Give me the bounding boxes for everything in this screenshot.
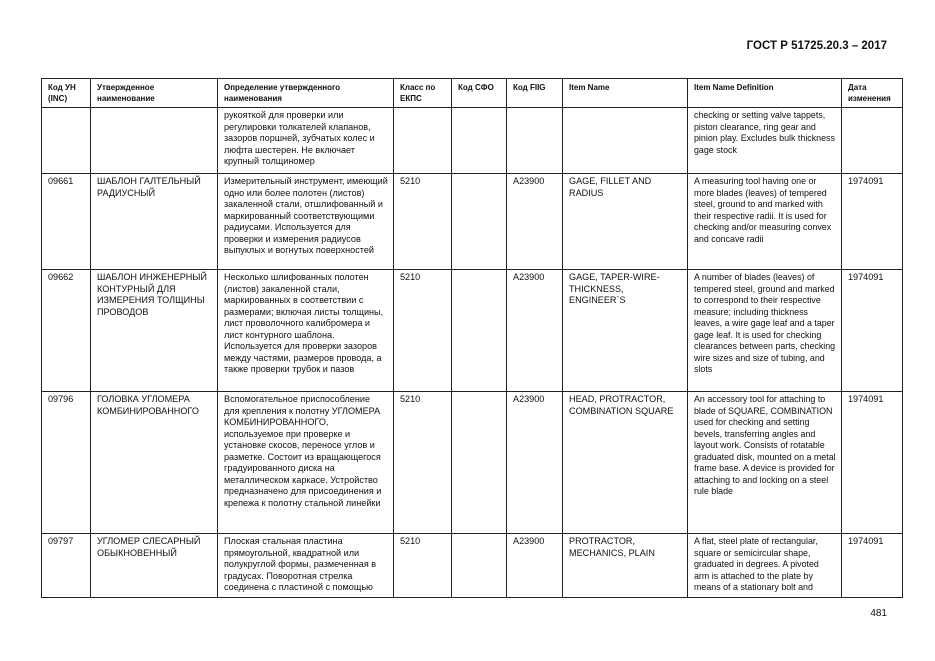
cell-item-name: PROTRACTOR, MECHANICS, PLAIN	[563, 534, 688, 598]
classification-table	[41, 78, 903, 598]
cell-change-date	[842, 108, 903, 174]
cell-fsc-class: 5210	[394, 392, 452, 534]
cell-change-date: 1974091	[842, 270, 903, 392]
header-definition-ru: Определение утвержденного наименования	[218, 79, 394, 108]
document-number: ГОСТ Р 51725.20.3 – 2017	[746, 40, 887, 52]
cell-item-name: HEAD, PROTRACTOR, COMBINATION SQUARE	[563, 392, 688, 534]
header-inc: Код УН (INC)	[42, 79, 91, 108]
cell-item-name: GAGE, TAPER-WIRE-THICKNESS, ENGINEER`S	[563, 270, 688, 392]
header-change-date: Дата изменения	[842, 79, 903, 108]
cell-item-name-definition: An accessory tool for attaching to blade of SQUARE, COMBINATION used for checking and setting bevels, transferring angles and layout work. Consists of rotatable graduated disk, mounted on a metal frame base. A device is provided for attaching to and locking on a steel rule blade	[688, 392, 842, 534]
cell-sfo-code	[452, 534, 507, 598]
cell-inc: 09662	[42, 270, 91, 392]
table-row	[42, 392, 903, 534]
cell-sfo-code	[452, 392, 507, 534]
cell-item-name-definition: A number of blades (leaves) of tempered steel, ground and marked to correspond to their respective measure; including thickness leaves, a wire gage leaf and a taper gage leaf. It is used for checking clearances between parts, checking wire sizes and size of tubing, and slots	[688, 270, 842, 392]
cell-definition-ru: Несколько шлифованных полотен (листов) закаленной стали, маркированных в соответствии с размерами; включая листы толщины, лист проволочного калибромера и лист контурного шаблона. Используется для проверки зазоров между частями, размеров провода, а также проверки трубок и пазов	[218, 270, 394, 392]
cell-change-date: 1974091	[842, 174, 903, 270]
cell-approved-name	[91, 108, 218, 174]
cell-inc	[42, 108, 91, 174]
header-sfo-code: Код СФО	[452, 79, 507, 108]
header-item-name-definition: Item Name Definition	[688, 79, 842, 108]
cell-definition-ru: Вспомогательное приспособление для крепления к полотну УГЛОМЕРА КОМБИНИРОВАННОГО, используемое при проверке и установке скосов, переносе углов и разметке. Состоит из вращающегося градуированного диска на металлическом каркасе. Устройство предназначено для присоединения и крепежа к полотну стальной линейки	[218, 392, 394, 534]
cell-fsc-class: 5210	[394, 270, 452, 392]
cell-fsc-class: 5210	[394, 174, 452, 270]
cell-sfo-code	[452, 174, 507, 270]
cell-approved-name: ГОЛОВКА УГЛОМЕРА КОМБИНИРОВАННОГО	[91, 392, 218, 534]
cell-approved-name: ШАБЛОН ГАЛТЕЛЬНЫЙ РАДИУСНЫЙ	[91, 174, 218, 270]
cell-inc: 09797	[42, 534, 91, 598]
cell-change-date: 1974091	[842, 534, 903, 598]
header-fiig-code: Код FIIG	[507, 79, 563, 108]
cell-sfo-code	[452, 108, 507, 174]
page-number: 481	[870, 608, 887, 619]
cell-fiig-code: A23900	[507, 270, 563, 392]
cell-item-name-definition: A flat, steel plate of rectangular, square or semicircular shape, graduated in degrees. A pivoted arm is attached to the plate by means of a stationary bolt and	[688, 534, 842, 598]
cell-fsc-class	[394, 108, 452, 174]
cell-fiig-code: A23900	[507, 534, 563, 598]
cell-approved-name: ШАБЛОН ИНЖЕНЕРНЫЙ КОНТУРНЫЙ ДЛЯ ИЗМЕРЕНИЯ ТОЛЩИНЫ ПРОВОДОВ	[91, 270, 218, 392]
cell-definition-ru: рукояткой для проверки или регулировки толкателей клапанов, зазоров поршней, зубчатых колес и люфта шестерен. Не включает крупный толщиномер	[218, 108, 394, 174]
table-row	[42, 108, 903, 174]
cell-inc: 09796	[42, 392, 91, 534]
cell-approved-name: УГЛОМЕР СЛЕСАРНЫЙ ОБЫКНОВЕННЫЙ	[91, 534, 218, 598]
cell-fiig-code: A23900	[507, 174, 563, 270]
cell-definition-ru: Плоская стальная пластина прямоугольной, квадратной или полукруглой формы, размеченная в градусах. Поворотная стрелка соединена с пластиной с помощью	[218, 534, 394, 598]
cell-item-name	[563, 108, 688, 174]
table-row	[42, 534, 903, 598]
cell-inc: 09661	[42, 174, 91, 270]
cell-definition-ru: Измерительный инструмент, имеющий одно или более полотен (листов) закаленной стали, отшлифованный и маркированный соответствующими радиусами. Используется для проверки и измерения радиусов выпуклых и вогнутых поверхностей	[218, 174, 394, 270]
cell-sfo-code	[452, 270, 507, 392]
cell-item-name-definition: A measuring tool having one or more blades (leaves) of tempered steel, ground to and marked with their respective radii. It is used for checking and/or measuring convex and concave radii	[688, 174, 842, 270]
cell-item-name-definition: checking or setting valve tappets, piston clearance, ring gear and pinion play. Excludes bulk thickness gage stock	[688, 108, 842, 174]
header-approved-name: Утвержденное наименование	[91, 79, 218, 108]
table-row	[42, 270, 903, 392]
header-fsc-class: Класс по ЕКПС	[394, 79, 452, 108]
cell-fiig-code: A23900	[507, 392, 563, 534]
cell-fsc-class: 5210	[394, 534, 452, 598]
table-row	[42, 174, 903, 270]
cell-item-name: GAGE, FILLET AND RADIUS	[563, 174, 688, 270]
cell-change-date: 1974091	[842, 392, 903, 534]
cell-fiig-code	[507, 108, 563, 174]
table-header-row	[42, 79, 903, 108]
header-item-name: Item Name	[563, 79, 688, 108]
